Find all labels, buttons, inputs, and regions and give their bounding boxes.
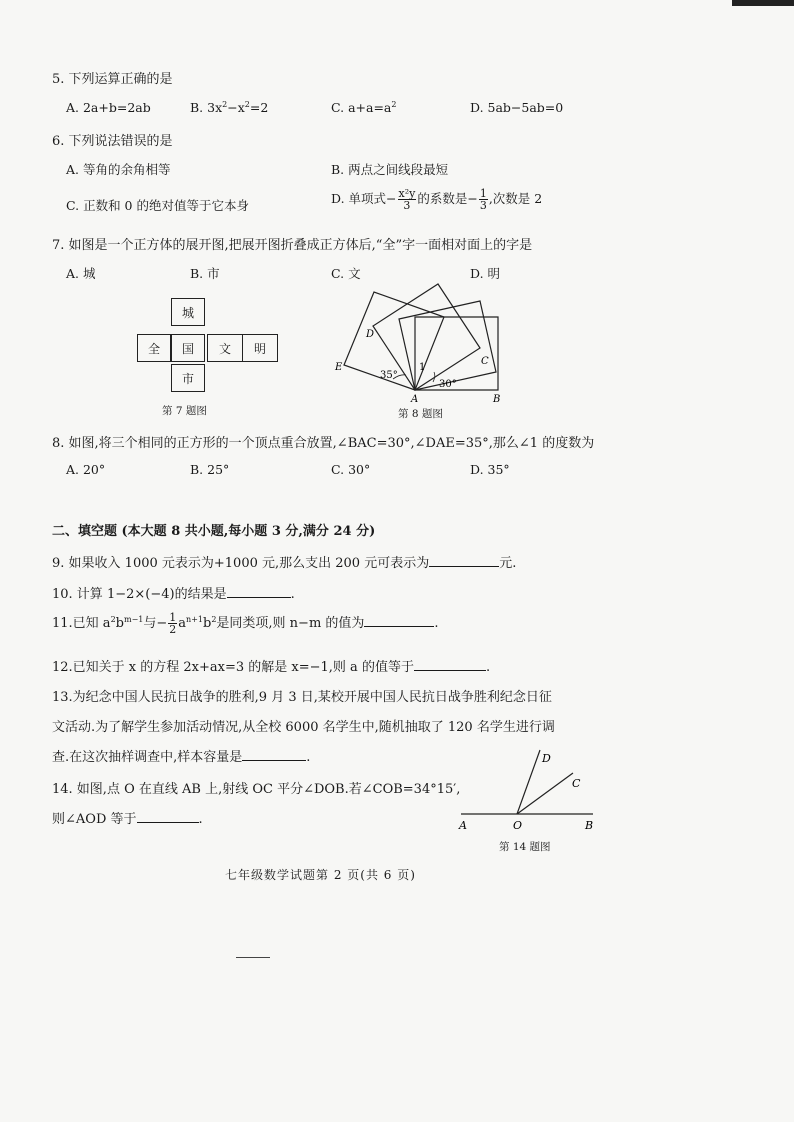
fig14-caption: 第 14 题图 <box>499 841 551 853</box>
q12-answer-blank[interactable] <box>414 657 486 671</box>
q5-option-d: D. 5ab−5ab=0 <box>470 100 564 115</box>
fig7-caption: 第 7 题图 <box>162 405 207 417</box>
q5-stem: 5. 下列运算正确的是 <box>52 72 173 87</box>
q8-option-c: C. 30° <box>331 462 371 477</box>
section-2-title: 二、填空题 (本大题 8 共小题,每小题 3 分,满分 24 分) <box>52 524 376 539</box>
label-35-degrees: 35° <box>380 370 398 381</box>
q9-line: 9. 如果收入 1000 元表示为+1000 元,那么支出 200 元可表示为 元. <box>52 552 516 571</box>
q8-option-a: A. 20° <box>66 462 106 477</box>
label-o: O <box>513 819 523 832</box>
q6-option-d: D. 单项式− $\frac{\text{x²y}}{3}$ 的系数是− $\frac{1}{3}$ ,次数是 2 <box>331 187 543 212</box>
three-squares-figure <box>330 282 515 412</box>
q9-answer-blank[interactable] <box>429 553 499 567</box>
square-right <box>399 301 496 390</box>
scan-edge-mark <box>732 0 794 6</box>
label-a: A <box>411 394 419 405</box>
net-cell-right2: 明 <box>242 334 278 362</box>
net-cell-top: 城 <box>171 298 205 326</box>
q8-option-b: B. 25° <box>190 462 230 477</box>
q7-option-c: C. 文 <box>331 266 361 281</box>
label-30-degrees: 30° <box>439 379 457 390</box>
ray-angle-figure <box>455 745 605 835</box>
ray-oc <box>517 773 573 814</box>
fig8-caption: 第 8 题图 <box>398 408 443 420</box>
q5-option-c: C. $a+a=a^2$ <box>331 100 397 115</box>
label-b: B <box>493 394 501 405</box>
net-cell-center: 国 <box>171 334 205 362</box>
net-cell-right1: 文 <box>207 334 243 362</box>
q11-line: 11.已知 $a^2b^{m-1}$与− $\frac{1}{2}$ $a^{n+1}b^2$是同类项,则 n−m 的值为 . <box>52 611 439 636</box>
label-c: C <box>572 777 581 790</box>
q7-stem: 7. 如图是一个正方体的展开图,把展开图折叠成正方体后,“全”字一面相对面上的字是 <box>52 238 533 253</box>
q6-option-c: C. 正数和 0 的绝对值等于它本身 <box>66 198 249 213</box>
label-d: D <box>366 329 375 340</box>
q7-option-d: D. 明 <box>470 266 501 281</box>
q10-line: 10. 计算 1−2×(−4)的结果是 . <box>52 583 295 602</box>
q5-option-b: B. $3x^2-x^2=2$ <box>190 100 269 115</box>
q5-option-a: A. 2a+b=2ab <box>66 100 151 115</box>
q6-stem: 6. 下列说法错误的是 <box>52 134 173 149</box>
q14-line-2: 则∠AOD 等于 . <box>52 808 203 827</box>
q7-option-a: A. 城 <box>66 266 96 281</box>
q13-line-3: 查.在这次抽样调查中,样本容量是 . <box>52 746 310 765</box>
angle-arc-30 <box>433 372 435 382</box>
q6-option-a: A. 等角的余角相等 <box>66 162 171 177</box>
q8-stem: 8. 如图,将三个相同的正方形的一个顶点重合放置,∠BAC=30°,∠DAE=35°,那么∠1 的度数为 <box>52 436 595 451</box>
q13-answer-blank[interactable] <box>242 747 306 761</box>
ray-od <box>517 750 540 814</box>
q7-option-b: B. 市 <box>190 266 220 281</box>
q13-line-1: 13.为纪念中国人民抗日战争的胜利,9 月 3 日,某校开展中国人民抗日战争胜利纪念日征 <box>52 690 552 705</box>
q14-answer-blank[interactable] <box>137 809 199 823</box>
q11-answer-blank[interactable] <box>364 613 434 627</box>
q8-option-d: D. 35° <box>470 462 510 477</box>
q10-answer-blank[interactable] <box>227 584 291 598</box>
net-cell-bottom: 市 <box>171 364 205 392</box>
q12-line: 12.已知关于 x 的方程 2x+ax=3 的解是 x=−1,则 a 的值等于 . <box>52 656 490 675</box>
label-b: B <box>585 819 594 832</box>
page-footer: 七年级数学试题第 2 页(共 6 页) <box>225 868 416 882</box>
q13-line-2: 文活动.为了解学生参加活动情况,从全校 6000 名学生中,随机抽取了 120 名学生进行调 <box>52 720 555 735</box>
q6-option-b: B. 两点之间线段最短 <box>331 162 449 177</box>
label-a: A <box>459 819 467 832</box>
net-cell-left: 全 <box>137 334 171 362</box>
label-c: C <box>481 356 489 367</box>
label-angle-1: 1 <box>419 362 426 373</box>
scan-dash-mark <box>236 957 270 958</box>
q14-line-1: 14. 如图,点 O 在直线 AB 上,射线 OC 平分∠DOB.若∠COB=34°15′, <box>52 782 461 797</box>
label-e: E <box>335 362 343 373</box>
label-d: D <box>542 752 551 765</box>
